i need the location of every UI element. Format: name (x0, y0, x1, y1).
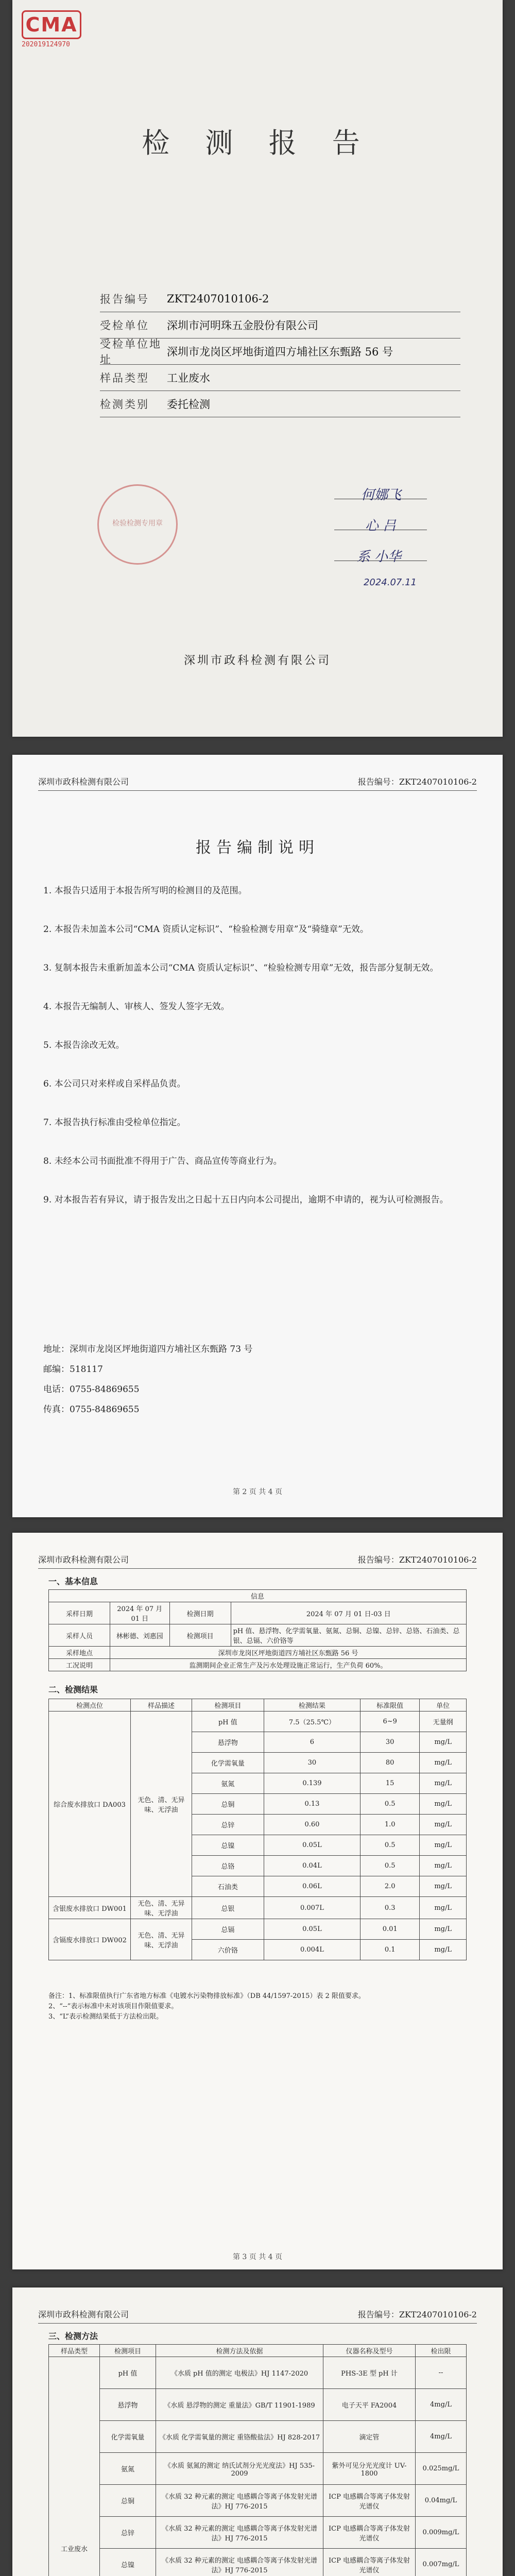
table-cell: PHS-3E 型 pH 计 (323, 2357, 416, 2389)
table-cell: 0.025mg/L (416, 2453, 467, 2485)
note-item: 5. 本报告涂改无效。 (43, 1040, 125, 1050)
table-cell: 0.007L (264, 1897, 360, 1919)
note-line: 3、“L”表示检测结果低于方法检出限。 (48, 2013, 163, 2021)
table-cell: ICP 电感耦合等离子体发射光谱仪 (323, 2517, 416, 2549)
report-info-block (100, 286, 460, 417)
table-cell: mg/L (420, 1753, 467, 1773)
table-cell: 检测日期 (169, 1602, 231, 1624)
info-row (100, 312, 460, 338)
table-cell: 《水质 化学需氧量的测定 重铬酸盐法》HJ 828-2017 (156, 2421, 323, 2453)
table-cell: 综合废水排放口 DA003 (49, 1711, 131, 1897)
contact-fax: 传真：0755-84869655 (43, 1404, 140, 1415)
table-cell: 深圳市龙岗区坪地街道四方埔社区东甄路 56 号 (110, 1647, 467, 1659)
table-cell: 0.5 (360, 1835, 420, 1856)
table-cell: mg/L (420, 1732, 467, 1753)
note-item: 7. 本报告执行标准由受检单位指定。 (43, 1117, 186, 1128)
table-cell: 0.04L (264, 1856, 360, 1876)
table-cell: 总锌 (192, 1815, 264, 1835)
table-header: 检测项目 (100, 2345, 156, 2357)
page-header (38, 2308, 477, 2324)
table-cell: 0.05L (264, 1919, 360, 1940)
header-company: 深圳市政科检测有限公司 (38, 777, 129, 787)
table-cell: 7.5（25.5℃） (264, 1711, 360, 1732)
table-row (49, 2485, 467, 2517)
table-cell: 0.1 (360, 1940, 420, 1960)
info-label: 受检单位 (100, 319, 149, 332)
signature-issuer: 系 小华 (356, 549, 401, 565)
table-header: 检测结果 (264, 1699, 360, 1711)
table-cell: 《水质 氨氮的测定 纳氏试剂分光光度法》HJ 535-2009 (156, 2453, 323, 2485)
table-row (49, 1602, 467, 1624)
table-cell: mg/L (420, 1815, 467, 1835)
info-label: 样品类型 (100, 372, 149, 384)
official-seal (97, 484, 178, 565)
page-header (38, 775, 477, 791)
table-cell: 0.01 (360, 1919, 420, 1940)
table-cell: 4mg/L (416, 2421, 467, 2453)
table-header: 样品描述 (131, 1699, 192, 1711)
note-item: 2. 本报告未加盖本公司“CMA 资质认定标识”、“检验检测专用章”及“骑缝章”无效。 (43, 924, 369, 935)
table-header-row (49, 2345, 467, 2357)
table-cell: 30 (360, 1732, 420, 1753)
section-results: 二、检测结果 (48, 1685, 98, 1694)
signature-date: 2024.07.11 (363, 577, 417, 588)
table-cell: mg/L (420, 1856, 467, 1876)
table-row (49, 2389, 467, 2421)
table-cell: 0.04mg/L (416, 2485, 467, 2517)
seal-text: 检验检测专用章 (112, 519, 163, 528)
table-cell: 6 (264, 1732, 360, 1753)
note-item: 8. 未经本公司书面批准不得用于广告、商品宣传等商业行为。 (43, 1156, 282, 1166)
table-cell: 总锌 (100, 2517, 156, 2549)
table-row (49, 2357, 467, 2389)
cma-mark (22, 10, 83, 46)
table-cell: mg/L (420, 1835, 467, 1856)
table-cell: 0.3 (360, 1897, 420, 1919)
note-item: 1. 本报告只适用于本报告所写明的检测目的及范围。 (43, 886, 247, 896)
header-report-number: 报告编号：ZKT2407010106-2 (357, 2310, 477, 2319)
table-row (49, 2549, 467, 2576)
info-value: 工业废水 (167, 372, 210, 384)
info-value: 深圳市龙岗区坪地街道四方埔社区东甄路 56 号 (167, 346, 393, 358)
header-company: 深圳市政科检测有限公司 (38, 1555, 129, 1565)
table-cell: 氨氮 (100, 2453, 156, 2485)
table-cell: mg/L (420, 1919, 467, 1940)
table-cell: 6~9 (360, 1711, 420, 1732)
table-cell: 0.05L (264, 1835, 360, 1856)
table-cell: 采样地点 (49, 1647, 110, 1659)
table-cell: 采样日期 (49, 1602, 110, 1624)
table-cell: 六价铬 (192, 1940, 264, 1960)
table-cell: 0.139 (264, 1773, 360, 1794)
info-row (100, 286, 460, 312)
header-company: 深圳市政科检测有限公司 (38, 2310, 129, 2319)
note-line: 备注：1、标准限值执行广东省地方标准《电镀水污染物排放标准》（DB 44/1597-2015）表 2 限值要求。 (48, 1992, 365, 2000)
info-row (100, 365, 460, 391)
page-footer: 第 3 页 共 4 页 (232, 2253, 283, 2261)
table-cell: 1.0 (360, 1815, 420, 1835)
contact-block (43, 1340, 252, 1420)
contact-postcode: 邮编：518117 (43, 1364, 103, 1375)
header-report-number: 报告编号：ZKT2407010106-2 (357, 777, 477, 787)
cma-logo: CMA (22, 10, 81, 39)
info-label: 报告编号 (100, 293, 149, 306)
info-row (100, 391, 460, 417)
info-label: 检测类别 (100, 398, 149, 411)
note-item: 9. 对本报告若有异议，请于报告发出之日起十五日内向本公司提出，逾期不申请的，视为认可检测报告。 (43, 1195, 449, 1205)
table-cell: mg/L (420, 1940, 467, 1960)
table-row (49, 1897, 467, 1919)
table-cell: 采样人员 (49, 1624, 110, 1647)
notes-title: 报告编制说明 (196, 839, 319, 857)
table-row (49, 2453, 467, 2485)
table-cell: 无量纲 (420, 1711, 467, 1732)
table-cell: 0.13 (264, 1794, 360, 1815)
report-methods-page (12, 2287, 503, 2576)
table-cell: 林彬德、刘惠园 (110, 1624, 170, 1647)
table-cell: 化学需氧量 (100, 2421, 156, 2453)
table-cell: pH 值、悬浮物、化学需氧量、氨氮、总铜、总镍、总锌、总铬、石油类、总银、总镉、六价铬等 (231, 1624, 466, 1647)
company-name: 深圳市政科检测有限公司 (183, 654, 331, 667)
page-header (38, 1553, 477, 1569)
table-cell: 电子天平 FA2004 (323, 2389, 416, 2421)
table-cell: 30 (264, 1753, 360, 1773)
table-row (49, 2517, 467, 2549)
notes-list (43, 884, 472, 1231)
table-cell: 2024 年 07 月 01 日 (110, 1602, 170, 1624)
table-header: 仪器名称及型号 (323, 2345, 416, 2357)
basic-info-table (48, 1589, 467, 1671)
section-methods: 三、检测方法 (48, 2331, 98, 2341)
report-notes-page (12, 755, 503, 1517)
signature-compiler: 何娜飞 (360, 487, 401, 503)
table-cell: 总铜 (192, 1794, 264, 1815)
table-header: 样品类型 (49, 2345, 100, 2357)
table-cell: mg/L (420, 1773, 467, 1794)
info-value: 深圳市河明珠五金股份有限公司 (167, 319, 318, 332)
table-cell: 总镉 (192, 1919, 264, 1940)
table-header: 单位 (420, 1699, 467, 1711)
table-cell: 2024 年 07 月 01 日-03 日 (231, 1602, 466, 1624)
results-notes (48, 1991, 467, 2022)
signature-block (97, 484, 427, 603)
table-cell: ICP 电感耦合等离子体发射光谱仪 (323, 2485, 416, 2517)
table-cell: 无色、清、无异味、无浮油 (131, 1919, 192, 1960)
table-cell: 氨氮 (192, 1773, 264, 1794)
table-cell: 《水质 32 种元素的测定 电感耦合等离子体发射光谱法》HJ 776-2015 (156, 2517, 323, 2549)
table-cell: 4mg/L (416, 2389, 467, 2421)
table-cell: mg/L (420, 1897, 467, 1919)
section-basic-info: 一、基本信息 (48, 1577, 98, 1586)
table-row (49, 1711, 467, 1732)
results-table (48, 1699, 467, 1960)
table-cell: 总银 (192, 1897, 264, 1919)
info-value: 委托检测 (167, 398, 210, 411)
header-report-number: 报告编号：ZKT2407010106-2 (357, 1555, 477, 1565)
note-item: 4. 本报告无编制人、审核人、签发人签字无效。 (43, 1002, 230, 1012)
table-header: 检测项目 (192, 1699, 264, 1711)
table-header: 检出限 (416, 2345, 467, 2357)
table-cell: 含银废水排放口 DW001 (49, 1897, 131, 1919)
table-cell: 悬浮物 (192, 1732, 264, 1753)
table-cell: 石油类 (192, 1876, 264, 1897)
table-cell: pH 值 (100, 2357, 156, 2389)
table-cell: 总镍 (192, 1835, 264, 1856)
table-header: 检测点位 (49, 1699, 131, 1711)
table-row (49, 2421, 467, 2453)
table-cell: 含镉废水排放口 DW002 (49, 1919, 131, 1960)
note-item: 3. 复制本报告未重新加盖本公司“CMA 资质认定标识”、“检验检测专用章”无效，报告部分复制无效。 (43, 963, 439, 973)
table-cell: 无色、清、无异味、无浮油 (131, 1897, 192, 1919)
table-cell: 0.60 (264, 1815, 360, 1835)
info-value: ZKT2407010106-2 (167, 293, 269, 305)
table-cell: 《水质 pH 值的测定 电极法》HJ 1147-2020 (156, 2357, 323, 2389)
table-cell: 0.007mg/L (416, 2549, 467, 2576)
table-cell: 0.06L (264, 1876, 360, 1897)
table-cell: 2.0 (360, 1876, 420, 1897)
table-cell: 《水质 悬浮物的测定 重量法》GB/T 11901-1989 (156, 2389, 323, 2421)
table-cell: 工况说明 (49, 1659, 110, 1671)
table-cell: 无色、清、无异味、无浮油 (131, 1711, 192, 1897)
cma-number: 202019124970 (22, 41, 70, 48)
table-cell: 0.004L (264, 1940, 360, 1960)
table-header: 信息 (49, 1590, 467, 1602)
table-cell: 15 (360, 1773, 420, 1794)
table-cell: pH 值 (192, 1711, 264, 1732)
table-header-row (49, 1699, 467, 1711)
table-cell: 《水质 32 种元素的测定 电感耦合等离子体发射光谱法》HJ 776-2015 (156, 2549, 323, 2576)
table-cell: 监测期间企业正常生产及污水处理设施正常运行，生产负荷 60%。 (110, 1659, 467, 1671)
page-footer: 第 2 页 共 4 页 (232, 1488, 283, 1496)
table-cell: 0.5 (360, 1794, 420, 1815)
table-row (49, 1624, 467, 1647)
table-cell: mg/L (420, 1794, 467, 1815)
methods-table (48, 2344, 467, 2576)
note-item: 6. 本公司只对来样或自采样品负责。 (43, 1079, 186, 1089)
info-label: 受检单位地址 (100, 338, 162, 366)
table-row (49, 1647, 467, 1659)
report-title: 检 测 报 告 (142, 127, 373, 159)
table-cell: 化学需氧量 (192, 1753, 264, 1773)
table-header: 检测方法及依据 (156, 2345, 323, 2357)
table-cell: 0.009mg/L (416, 2517, 467, 2549)
table-cell: 工业废水 (49, 2357, 100, 2576)
table-cell: 紫外可见分光光度计 UV-1800 (323, 2453, 416, 2485)
report-cover-page (12, 0, 503, 737)
contact-address: 地址：深圳市龙岗区坪地街道四方埔社区东甄路 73 号 (43, 1344, 253, 1354)
table-row (49, 1919, 467, 1940)
table-cell: -- (416, 2357, 467, 2389)
table-cell: 滴定管 (323, 2421, 416, 2453)
contact-phone: 电话：0755-84869655 (43, 1384, 140, 1395)
table-cell: 总铬 (192, 1856, 264, 1876)
table-cell: 0.5 (360, 1856, 420, 1876)
table-cell: 总铜 (100, 2485, 156, 2517)
table-header: 标准限值 (360, 1699, 420, 1711)
info-row (100, 338, 460, 365)
table-cell: 80 (360, 1753, 420, 1773)
table-cell: mg/L (420, 1876, 467, 1897)
table-cell: 《水质 32 种元素的测定 电感耦合等离子体发射光谱法》HJ 776-2015 (156, 2485, 323, 2517)
table-cell: 总镍 (100, 2549, 156, 2576)
table-cell: ICP 电感耦合等离子体发射光谱仪 (323, 2549, 416, 2576)
signature-reviewer: 心 吕 (365, 518, 396, 534)
report-results-page (12, 1533, 503, 2269)
table-row (49, 1659, 467, 1671)
table-cell: 悬浮物 (100, 2389, 156, 2421)
note-line: 2、“--”表示标准中未对该项目作限值要求。 (48, 2003, 178, 2010)
table-cell: 检测项目 (169, 1624, 231, 1647)
